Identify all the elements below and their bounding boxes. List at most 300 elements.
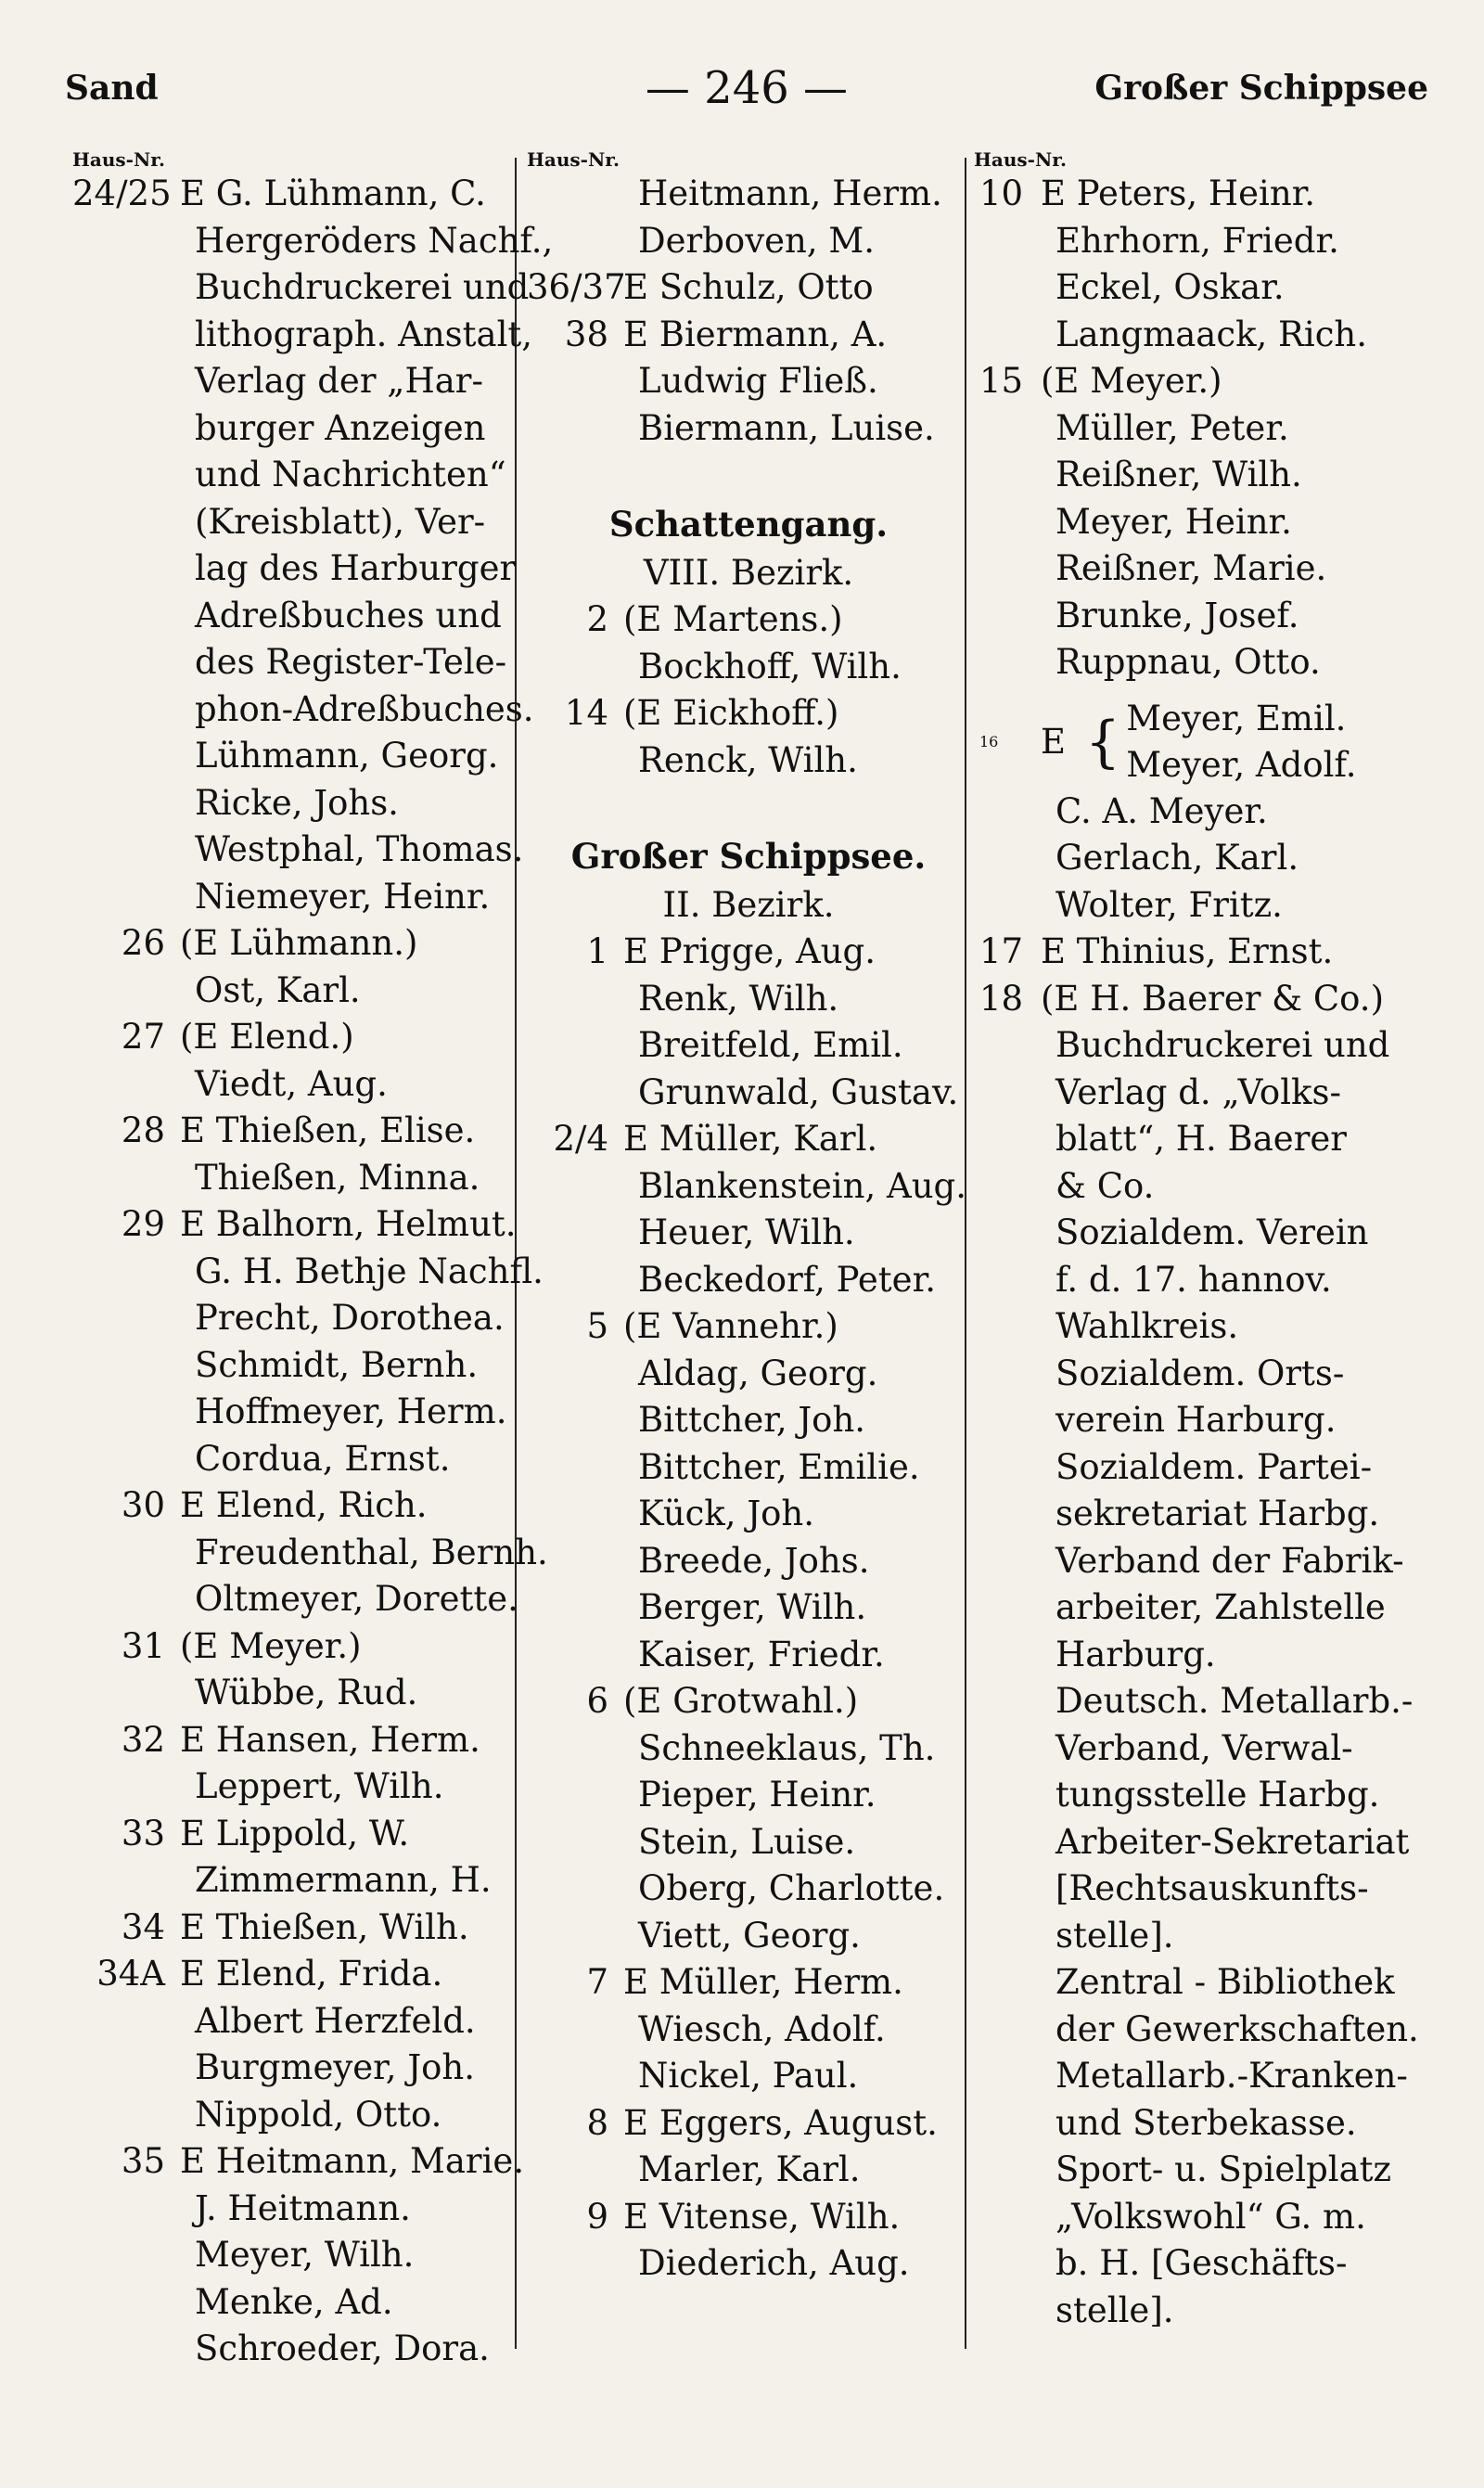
entry-line bbox=[72, 1857, 518, 1904]
entry-text: der Gewerkschaften. bbox=[1055, 2008, 1419, 2049]
entry-line bbox=[72, 920, 518, 968]
house-number: 6 bbox=[586, 1681, 608, 1721]
column-heading: Haus-Nr. bbox=[527, 148, 620, 171]
entry-text: Blankenstein, Aug. bbox=[638, 1165, 966, 1206]
entry-text: Niemeyer, Heinr. bbox=[195, 876, 491, 917]
house-number bbox=[527, 1819, 623, 1866]
entry-line bbox=[72, 1530, 548, 1577]
entry-line bbox=[527, 2100, 970, 2148]
entry-text: verein Harburg. bbox=[1055, 1400, 1337, 1440]
entry-line bbox=[974, 1772, 1456, 1819]
entry-text: und Nachrichten“ bbox=[195, 455, 506, 494]
house-number bbox=[974, 1632, 1041, 1679]
house-number bbox=[527, 1632, 623, 1679]
entry-text: Thießen, Minna. bbox=[195, 1157, 480, 1198]
entry-text: Wolter, Fritz. bbox=[1055, 884, 1283, 925]
entry-line bbox=[72, 593, 518, 640]
entry-line bbox=[974, 2147, 1456, 2194]
resident-name: Meyer, Adolf. bbox=[1126, 744, 1357, 785]
entry-text: des Register-Tele- bbox=[195, 642, 507, 682]
house-number bbox=[974, 405, 1041, 453]
house-number bbox=[72, 1436, 180, 1483]
entry-text: & Co. bbox=[1055, 1165, 1155, 1206]
house-number bbox=[527, 1444, 623, 1492]
entry-text: Schroeder, Dora. bbox=[195, 2328, 490, 2368]
house-number: 1 bbox=[586, 931, 608, 971]
entry-line bbox=[527, 405, 970, 453]
entry-line bbox=[72, 2186, 518, 2233]
section-district: VIII. Bezirk. bbox=[643, 553, 854, 593]
entry-line bbox=[72, 264, 530, 312]
house-number bbox=[974, 593, 1041, 640]
house-number bbox=[527, 2053, 623, 2100]
entry-text: Brunke, Josef. bbox=[1055, 595, 1299, 635]
entry-line bbox=[72, 1061, 518, 1109]
house-number bbox=[72, 780, 180, 827]
house-number: 34 bbox=[121, 1906, 165, 1947]
entry-line bbox=[974, 1725, 1456, 1773]
house-number bbox=[72, 312, 180, 359]
entry-line bbox=[974, 218, 1456, 265]
house-number: 14 bbox=[564, 693, 608, 733]
entry-text: Buchdruckerei und bbox=[1055, 1025, 1390, 1065]
house-number bbox=[974, 1116, 1041, 1163]
entry-line bbox=[527, 1070, 970, 1117]
entry-line bbox=[72, 2138, 525, 2186]
entry-line bbox=[527, 1959, 970, 2007]
house-number bbox=[974, 218, 1041, 265]
entry-line bbox=[974, 545, 1456, 593]
entry-text: Nippold, Otto. bbox=[195, 2094, 442, 2135]
entry-text: E G. Lühmann, C. bbox=[180, 173, 486, 213]
house-number bbox=[527, 218, 623, 265]
entry-line bbox=[72, 1717, 518, 1764]
entry-text: und Sterbekasse. bbox=[1055, 2102, 1357, 2143]
entry-line bbox=[974, 1210, 1456, 1257]
entry-text: Hergeröders Nachf., bbox=[195, 220, 554, 261]
entry-text: Zentral - Bibliothek bbox=[1055, 1962, 1395, 2002]
house-number bbox=[974, 1163, 1041, 1211]
house-number: 31 bbox=[121, 1625, 165, 1666]
section-district: II. Bezirk. bbox=[662, 885, 835, 925]
house-number bbox=[527, 1022, 623, 1070]
house-number bbox=[72, 1061, 180, 1109]
house-number bbox=[527, 2147, 623, 2194]
entry-text: [Rechtsauskunfts- bbox=[1055, 1868, 1369, 1908]
entry-line bbox=[974, 2053, 1456, 2100]
entry-text: Verlag d. „Volks- bbox=[1055, 1071, 1341, 1112]
column-2-entries-bottom bbox=[527, 929, 970, 2288]
entry-text: E Vitense, Wilh. bbox=[623, 2196, 901, 2237]
house-number bbox=[974, 2053, 1041, 2100]
entry-text: stelle]. bbox=[1055, 1915, 1174, 1956]
house-number bbox=[527, 405, 623, 453]
house-number bbox=[72, 358, 180, 405]
entry-line bbox=[72, 1155, 518, 1202]
entry-line bbox=[974, 929, 1456, 976]
entry-text: Derboven, M. bbox=[638, 220, 876, 261]
house-number bbox=[527, 358, 623, 405]
entry-text: Bockhoff, Wilh. bbox=[638, 646, 902, 686]
house-number bbox=[974, 499, 1041, 546]
entry-line bbox=[72, 1623, 518, 1671]
house-number bbox=[974, 545, 1041, 593]
house-number bbox=[974, 1913, 1041, 1960]
entry-line bbox=[72, 1389, 518, 1436]
entry-text: Burgmeyer, Joh. bbox=[195, 2047, 476, 2087]
entry-line bbox=[974, 1819, 1456, 1866]
entry-line bbox=[974, 1116, 1456, 1163]
house-number bbox=[527, 1866, 623, 1913]
entry-line bbox=[974, 499, 1456, 546]
entry-text: Leppert, Wilh. bbox=[195, 1766, 444, 1806]
entry-line bbox=[527, 1725, 970, 1773]
entry-text: Adreßbuches und bbox=[195, 595, 502, 635]
house-number bbox=[527, 1725, 623, 1773]
entry-line bbox=[527, 1397, 970, 1444]
entry-line bbox=[974, 1584, 1456, 1632]
entry-line bbox=[974, 1491, 1456, 1538]
entry-text: Stein, Luise. bbox=[638, 1821, 856, 1862]
entry-text: burger Anzeigen bbox=[195, 407, 486, 448]
entry-line bbox=[974, 639, 1456, 686]
house-number: 8 bbox=[586, 2102, 608, 2143]
entry-text: (E H. Baerer & Co.) bbox=[1041, 978, 1384, 1019]
entry-text: Sozialdem. Verein bbox=[1055, 1212, 1369, 1252]
house-number: 29 bbox=[121, 1204, 165, 1244]
entry-line bbox=[974, 976, 1456, 1023]
house-number bbox=[974, 264, 1041, 312]
entry-text: Harburg. bbox=[1055, 1634, 1216, 1674]
house-number: 36/37 bbox=[527, 267, 626, 307]
entry-line bbox=[974, 2288, 1456, 2335]
house-number bbox=[72, 2092, 180, 2139]
entry-text: Kück, Joh. bbox=[638, 1494, 815, 1533]
entry-line bbox=[974, 593, 1456, 640]
entry-line bbox=[527, 596, 970, 644]
entry-text: E Elend, Frida. bbox=[180, 1954, 443, 1994]
entry-text: Oberg, Charlotte. bbox=[638, 1868, 945, 1908]
entry-text: Albert Herzfeld. bbox=[195, 2000, 476, 2041]
house-number bbox=[527, 1913, 623, 1960]
entry-text: E Müller, Karl. bbox=[623, 1119, 878, 1159]
entry-text: Verlag der „Har- bbox=[195, 361, 483, 401]
column-3 bbox=[974, 148, 1456, 2334]
entry-line bbox=[974, 1351, 1456, 1398]
entry-line bbox=[72, 968, 518, 1015]
entry-text: Diederich, Aug. bbox=[638, 2243, 910, 2283]
page-header bbox=[65, 46, 1428, 130]
entry-text: Westphal, Thomas. bbox=[195, 829, 524, 869]
entry-text: Schneeklaus, Th. bbox=[638, 1727, 936, 1768]
entry-line bbox=[974, 1444, 1456, 1492]
house-number bbox=[974, 1678, 1041, 1725]
entry-line bbox=[527, 1866, 970, 1913]
entry-text: Langmaack, Rich. bbox=[1055, 314, 1368, 354]
house-number bbox=[974, 1303, 1041, 1351]
entry-line bbox=[72, 545, 518, 593]
entry-line bbox=[974, 1397, 1456, 1444]
house-number bbox=[72, 2186, 180, 2233]
entry-line bbox=[72, 827, 524, 874]
entry-line bbox=[974, 1632, 1456, 1679]
entry-line bbox=[527, 2194, 970, 2241]
entry-text: Müller, Peter. bbox=[1055, 407, 1289, 448]
entry-text: Freudenthal, Bernh. bbox=[195, 1532, 548, 1572]
house-number bbox=[72, 733, 180, 780]
entry-text: Heitmann, Herm. bbox=[638, 173, 942, 213]
entry-text: Breitfeld, Emil. bbox=[638, 1025, 903, 1065]
house-number bbox=[527, 644, 623, 691]
entry-line bbox=[974, 2007, 1456, 2054]
house-number bbox=[72, 1389, 180, 1436]
entry-line bbox=[527, 171, 970, 218]
entry-line bbox=[527, 1772, 970, 1819]
resident-name: Meyer, Emil. bbox=[1126, 698, 1347, 738]
entry-text: Marler, Karl. bbox=[638, 2149, 861, 2189]
entry-text: Reißner, Marie. bbox=[1055, 548, 1327, 588]
column-heading: Haus-Nr. bbox=[72, 148, 165, 171]
entry-text: Verband der Fabrik- bbox=[1055, 1540, 1404, 1581]
entry-text: tungsstelle Harbg. bbox=[1055, 1775, 1380, 1815]
entry-line bbox=[527, 1210, 970, 1257]
entry-line bbox=[974, 2100, 1456, 2148]
entry-line bbox=[527, 312, 970, 359]
column-2 bbox=[527, 148, 970, 2288]
house-number bbox=[974, 1538, 1041, 1585]
house-number bbox=[72, 1857, 180, 1904]
entry-text: b. H. [Geschäfts- bbox=[1055, 2243, 1348, 2283]
house-number: 33 bbox=[121, 1813, 165, 1853]
house-number bbox=[72, 1249, 180, 1296]
entry-line bbox=[72, 1014, 518, 1061]
house-number bbox=[974, 2194, 1041, 2241]
entry-text: G. H. Bethje Nachfl. bbox=[195, 1250, 544, 1291]
entry-line bbox=[527, 1632, 970, 1679]
entry-line bbox=[974, 1303, 1456, 1351]
entry-line bbox=[72, 1295, 518, 1342]
entry-line bbox=[527, 1022, 970, 1070]
entry-text: Bittcher, Joh. bbox=[638, 1400, 866, 1440]
entry-text: Bittcher, Emilie. bbox=[638, 1446, 920, 1487]
entry-text: Cordua, Ernst. bbox=[195, 1438, 451, 1479]
entry-line bbox=[72, 686, 534, 734]
entry-line bbox=[527, 1257, 970, 1304]
house-number bbox=[527, 1772, 623, 1819]
entry-text: Ricke, Johs. bbox=[195, 782, 399, 823]
entry-text: Kaiser, Friedr. bbox=[638, 1634, 885, 1674]
entry-text: E Thinius, Ernst. bbox=[1041, 931, 1334, 971]
house-number bbox=[974, 1351, 1041, 1398]
house-number bbox=[72, 2232, 180, 2279]
entry-text: (E Eickhoff.) bbox=[623, 693, 839, 733]
entry-line bbox=[527, 1351, 970, 1398]
entry-text: Ludwig Fließ. bbox=[638, 361, 878, 401]
entry-line bbox=[527, 264, 970, 312]
entry-line bbox=[527, 1444, 970, 1492]
entry-line bbox=[974, 171, 1456, 218]
entry-line bbox=[72, 1998, 518, 2046]
house-number bbox=[72, 1155, 180, 1202]
entry-line bbox=[974, 1913, 1456, 1960]
entry-line bbox=[527, 1678, 970, 1725]
entry-text: „Volkswohl“ G. m. bbox=[1055, 2196, 1366, 2237]
house-number bbox=[72, 264, 180, 312]
entry-text: phon-Adreßbuches. bbox=[195, 688, 534, 729]
column-1 bbox=[72, 148, 554, 2373]
house-number bbox=[72, 593, 180, 640]
house-number bbox=[527, 1210, 623, 1257]
entry-text: Berger, Wilh. bbox=[638, 1587, 867, 1627]
entry-line bbox=[974, 1538, 1456, 1585]
entry-text: Aldag, Georg. bbox=[638, 1353, 878, 1393]
column-1-entries bbox=[72, 171, 554, 2373]
entry-line bbox=[974, 405, 1456, 453]
entry-line bbox=[974, 1022, 1456, 1070]
entry-line bbox=[72, 171, 518, 218]
entry-text: Lühmann, Georg. bbox=[195, 736, 499, 776]
house-number bbox=[527, 1163, 623, 1211]
entry-text: E Biermann, A. bbox=[623, 314, 888, 354]
entry-line bbox=[974, 2194, 1456, 2241]
house-number bbox=[72, 1342, 180, 1390]
entry-line bbox=[72, 639, 518, 686]
entry-text: Nickel, Paul. bbox=[638, 2056, 859, 2096]
house-number bbox=[974, 1257, 1041, 1304]
entry-text: Oltmeyer, Dorette. bbox=[195, 1579, 518, 1619]
entry-line bbox=[527, 1116, 970, 1163]
entry-text: Gerlach, Karl. bbox=[1055, 838, 1299, 878]
house-number bbox=[72, 405, 180, 453]
entry-text: Hoffmeyer, Herm. bbox=[195, 1391, 507, 1431]
column-3-entries-top bbox=[974, 171, 1456, 686]
entry-text: Wahlkreis. bbox=[1055, 1306, 1239, 1346]
entry-text: Sozialdem. Partei- bbox=[1055, 1446, 1373, 1487]
entry-text: E Müller, Herm. bbox=[623, 1962, 903, 2002]
entry-line bbox=[72, 312, 533, 359]
entry-line bbox=[974, 1866, 1456, 1913]
house-number: 18 bbox=[979, 978, 1024, 1019]
entry-text: E Heitmann, Marie. bbox=[180, 2141, 525, 2181]
entry-text: Reißner, Wilh. bbox=[1055, 455, 1302, 494]
house-number bbox=[527, 1397, 623, 1444]
entry-text: f. d. 17. hannov. bbox=[1055, 1259, 1332, 1300]
entry-text: E Lippold, W. bbox=[180, 1813, 410, 1853]
house-number bbox=[527, 171, 623, 218]
house-number: 35 bbox=[121, 2141, 165, 2181]
house-number bbox=[527, 1584, 623, 1632]
entry-line bbox=[974, 264, 1456, 312]
entry-line bbox=[72, 2326, 518, 2373]
house-number: 2/4 bbox=[553, 1119, 608, 1159]
entry-line bbox=[72, 2045, 518, 2092]
entry-text: Zimmermann, H. bbox=[195, 1860, 492, 1900]
entry-line bbox=[974, 1678, 1456, 1725]
entry-line bbox=[72, 1811, 518, 1858]
entry-text: (Kreisblatt), Ver- bbox=[195, 501, 486, 542]
house-number bbox=[974, 2240, 1041, 2288]
house-number bbox=[72, 686, 180, 734]
entry-text: arbeiter, Zahlstelle bbox=[1055, 1587, 1386, 1627]
entry-line bbox=[72, 1482, 518, 1530]
house-number bbox=[974, 1397, 1041, 1444]
entry-line bbox=[72, 2092, 518, 2139]
house-number: 27 bbox=[121, 1017, 165, 1057]
house-number: 38 bbox=[564, 314, 608, 354]
entry-line bbox=[974, 452, 1456, 499]
header-street-left: Sand bbox=[65, 69, 159, 108]
house-number bbox=[974, 2147, 1041, 2194]
house-number bbox=[527, 1351, 623, 1398]
entry-line bbox=[72, 499, 518, 546]
header-street-right: Großer Schippsee bbox=[1094, 69, 1428, 108]
house-number bbox=[974, 1210, 1041, 1257]
house-number bbox=[72, 1576, 180, 1623]
house-number bbox=[974, 1725, 1041, 1773]
house-number bbox=[527, 2240, 623, 2288]
entry-text: Pieper, Heinr. bbox=[638, 1775, 876, 1815]
entry-line bbox=[527, 2053, 970, 2100]
entry-text: Heuer, Wilh. bbox=[638, 1212, 855, 1252]
entry-text: Breede, Johs. bbox=[638, 1540, 870, 1581]
entry-line bbox=[527, 2240, 970, 2288]
house-number bbox=[974, 1819, 1041, 1866]
house-number: 16 bbox=[979, 733, 999, 750]
house-number bbox=[974, 1070, 1041, 1117]
entry-text: Arbeiter-Sekretariat bbox=[1055, 1821, 1410, 1862]
entry-line bbox=[974, 882, 1456, 930]
entry-line bbox=[72, 358, 518, 405]
entry-text: E Hansen, Herm. bbox=[180, 1719, 480, 1760]
entry-text: Ost, Karl. bbox=[195, 969, 361, 1010]
entry-text: E Balhorn, Helmut. bbox=[180, 1204, 517, 1244]
house-number bbox=[72, 874, 180, 921]
entry-line bbox=[527, 218, 970, 265]
entry-line bbox=[72, 1763, 518, 1811]
entry-line bbox=[72, 405, 518, 453]
column-heading: Haus-Nr. bbox=[974, 148, 1067, 171]
entry-text: (E Elend.) bbox=[180, 1017, 354, 1057]
entry-text: Schmidt, Bernh. bbox=[195, 1344, 479, 1385]
entry-text: (E Martens.) bbox=[623, 599, 843, 639]
house-number: 30 bbox=[121, 1485, 165, 1525]
house-number bbox=[72, 1763, 180, 1811]
house-number: 5 bbox=[586, 1306, 608, 1346]
entry-line bbox=[527, 1491, 970, 1538]
entry-line bbox=[72, 733, 518, 780]
house-number bbox=[72, 2279, 180, 2327]
entry-line bbox=[974, 835, 1456, 882]
entry-text: E Thießen, Wilh. bbox=[180, 1906, 469, 1947]
house-number bbox=[527, 1491, 623, 1538]
entry-text: Verband, Verwal- bbox=[1055, 1727, 1353, 1768]
entry-line bbox=[72, 2232, 518, 2279]
house-number bbox=[72, 2045, 180, 2092]
house-number bbox=[974, 835, 1041, 882]
house-number bbox=[974, 1444, 1041, 1492]
house-number bbox=[974, 452, 1041, 499]
entry-line bbox=[527, 690, 970, 737]
entry-line bbox=[527, 737, 970, 785]
house-number bbox=[974, 312, 1041, 359]
brace-prefix: E bbox=[1041, 722, 1067, 762]
entry-text: Sozialdem. Orts- bbox=[1055, 1353, 1345, 1393]
page-number: — 246 — bbox=[645, 62, 849, 114]
house-number bbox=[72, 639, 180, 686]
entry-text: Viedt, Aug. bbox=[195, 1063, 388, 1104]
house-number bbox=[72, 545, 180, 593]
house-number bbox=[974, 1959, 1041, 2007]
